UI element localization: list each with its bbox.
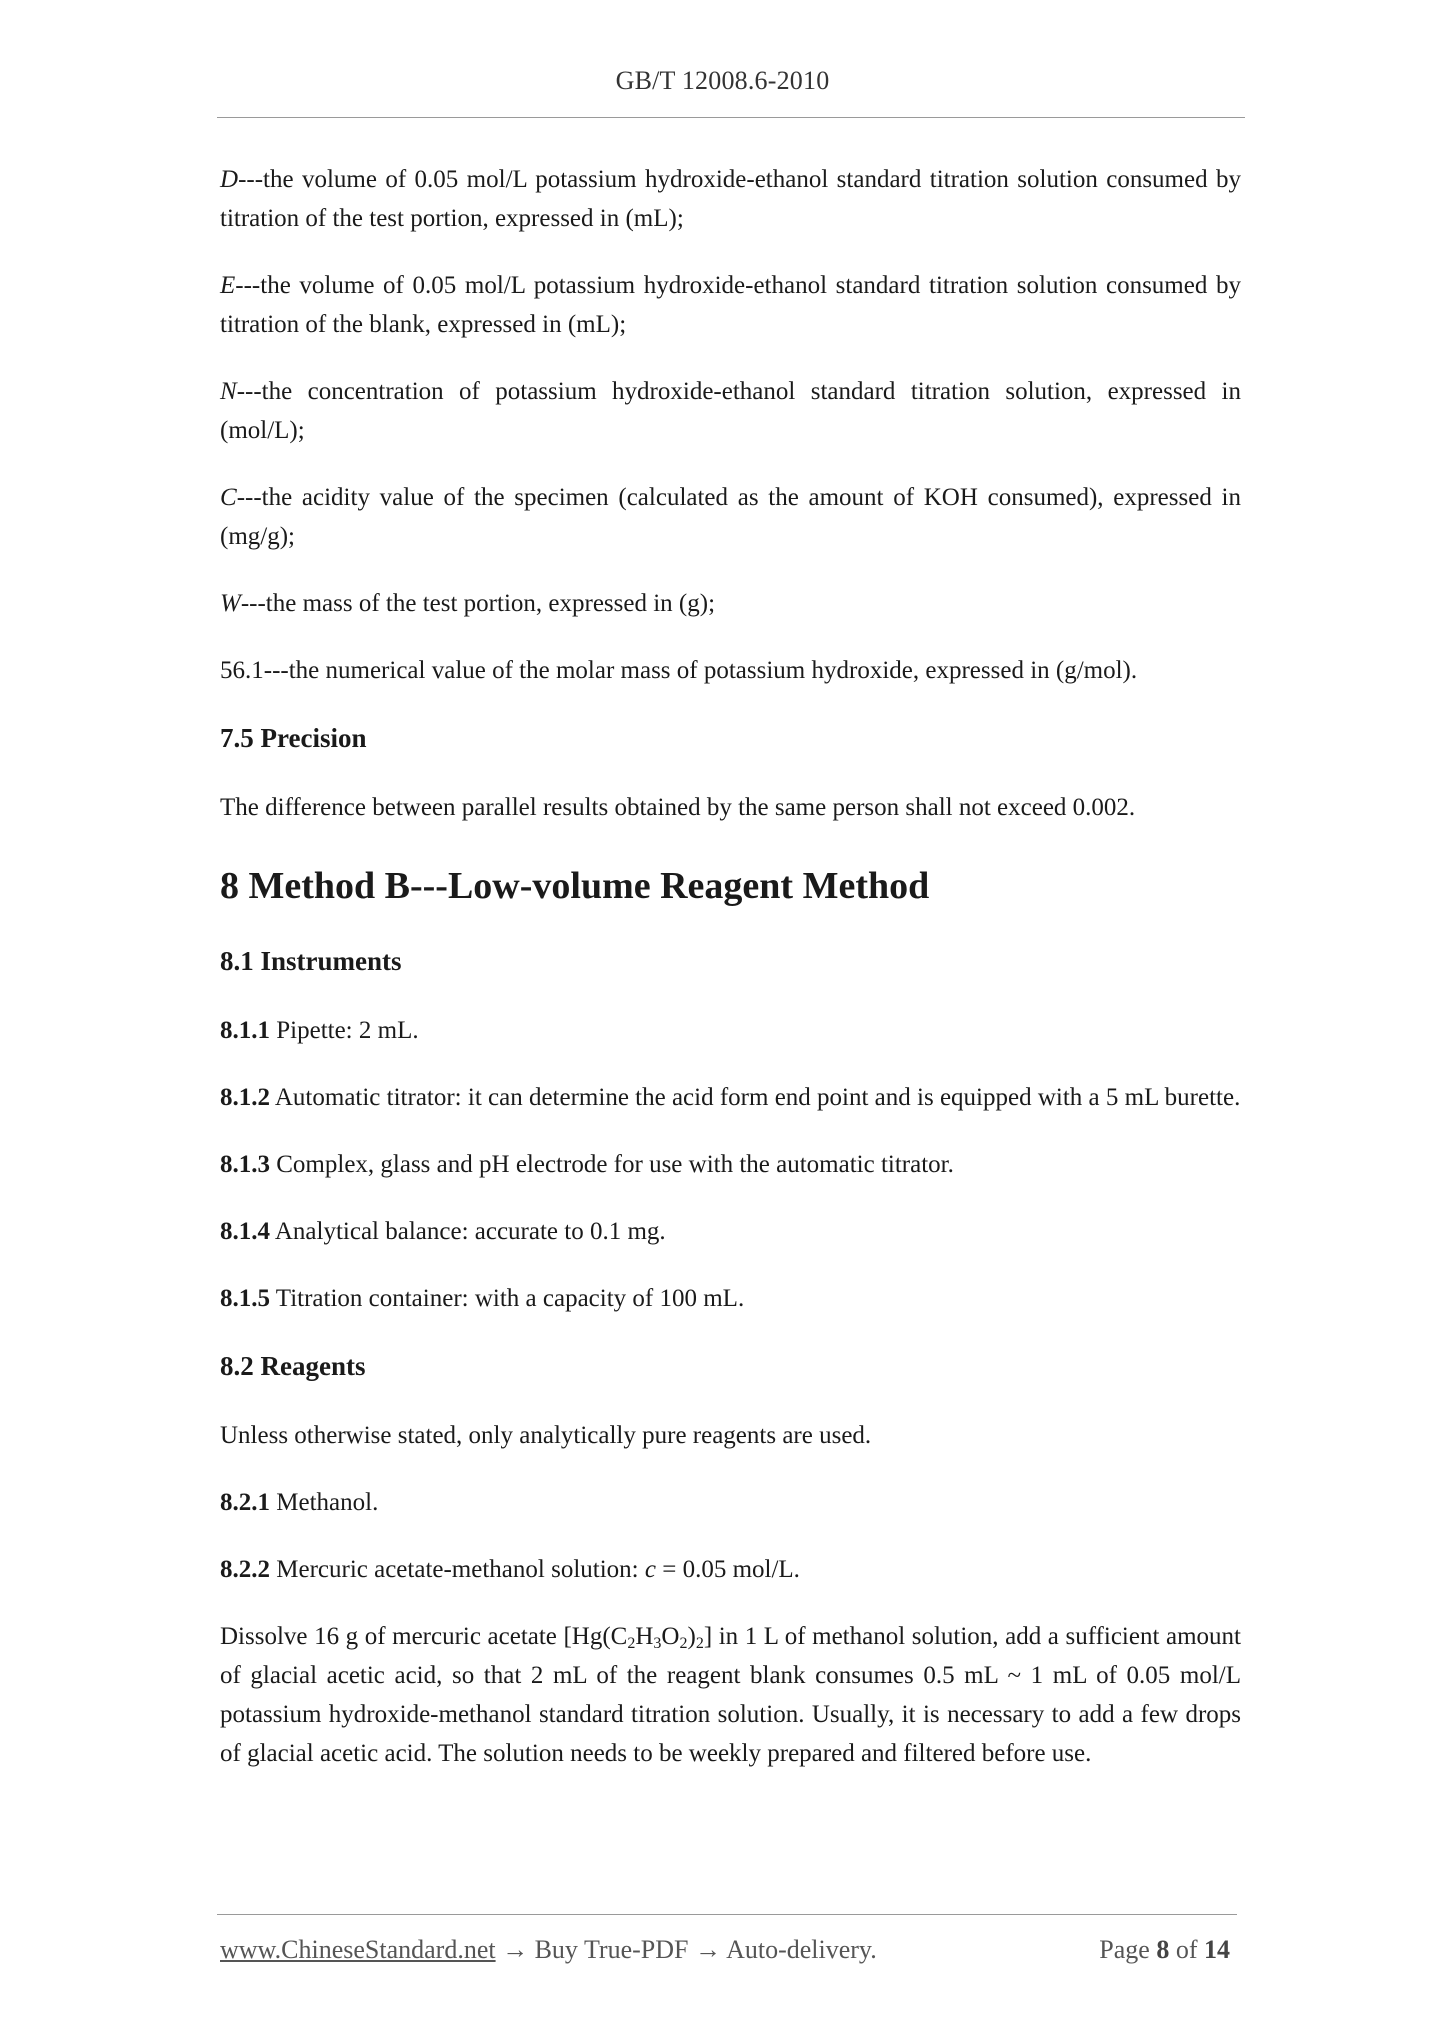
item-8-1-1 bbox=[220, 1011, 1241, 1050]
definition-text: ---the mass of the test portion, expressed in (g); bbox=[240, 590, 716, 617]
of-label: of bbox=[1169, 1935, 1204, 1964]
section-7-5-heading: 7.5 Precision bbox=[220, 723, 367, 753]
page-number: 8 bbox=[1156, 1935, 1170, 1964]
symbol: D bbox=[220, 166, 239, 193]
item-text: Automatic titrator: it can determine the acid form end point and is equipped with a 5 mL burette. bbox=[270, 1084, 1241, 1111]
definition-d bbox=[220, 160, 1241, 238]
definition-c bbox=[220, 478, 1241, 556]
item-text: Analytical balance: accurate to 0.1 mg. bbox=[270, 1218, 666, 1245]
item-number: 8.2.2 bbox=[220, 1556, 270, 1583]
item-text: Complex, glass and pH electrode for use with the automatic titrator. bbox=[270, 1151, 954, 1178]
subscript: 3 bbox=[653, 1635, 662, 1652]
symbol: C bbox=[220, 484, 237, 511]
page-total: 14 bbox=[1204, 1935, 1230, 1964]
item-text: Titration container: with a capacity of 100 mL. bbox=[270, 1285, 745, 1312]
symbol: N bbox=[220, 378, 237, 405]
document-header: GB/T 12008.6-2010 bbox=[615, 66, 830, 95]
item-8-1-5 bbox=[220, 1279, 1241, 1318]
footer-promo bbox=[220, 1935, 877, 1965]
section-8-2-heading: 8.2 Reagents bbox=[220, 1351, 366, 1381]
delivery-text: Auto-delivery. bbox=[721, 1935, 877, 1964]
item-text: Methanol. bbox=[270, 1489, 379, 1516]
text-fragment: Dissolve 16 g of mercuric acetate [Hg(C bbox=[220, 1623, 628, 1650]
item-text-tail: = 0.05 mol/L. bbox=[655, 1556, 800, 1583]
definition-text: ---the concentration of potassium hydroxide-ethanol standard titration solution, expressed in (mol/L); bbox=[220, 378, 1241, 444]
buy-text: Buy True-PDF bbox=[528, 1935, 695, 1964]
concentration-symbol: c bbox=[644, 1556, 656, 1583]
definition-text: ---the volume of 0.05 mol/L potassium hydroxide-ethanol standard titration solution consumed by titration of the blank, expressed in (mL); bbox=[220, 272, 1241, 338]
precision-text: The difference between parallel results obtained by the same person shall not exceed 0.002. bbox=[220, 794, 1136, 821]
item-text: Mercuric acetate-methanol solution: bbox=[270, 1556, 645, 1583]
page-body bbox=[220, 160, 1241, 1801]
text-fragment: O bbox=[661, 1623, 680, 1650]
text-fragment: H bbox=[635, 1623, 654, 1650]
definition-text: ---the volume of 0.05 mol/L potassium hydroxide-ethanol standard titration solution consumed by titration of the test portion, expressed in (mL); bbox=[220, 166, 1241, 232]
page-indicator bbox=[1099, 1935, 1230, 1965]
text-fragment: ) bbox=[687, 1623, 696, 1650]
item-8-2-1 bbox=[220, 1483, 1241, 1522]
item-8-1-3 bbox=[220, 1145, 1241, 1184]
definition-n bbox=[220, 372, 1241, 450]
website-link[interactable]: www.ChineseStandard.net bbox=[220, 1935, 496, 1964]
item-text: Pipette: 2 mL. bbox=[270, 1017, 419, 1044]
item-number: 8.1.2 bbox=[220, 1084, 270, 1111]
section-8-heading: 8 Method B---Low-volume Reagent Method bbox=[220, 865, 930, 907]
subscript: 2 bbox=[679, 1635, 688, 1652]
definition-text: ---the acidity value of the specimen (calculated as the amount of KOH consumed), expressed in (mg/g); bbox=[220, 484, 1241, 550]
molar-mass-note: 56.1---the numerical value of the molar mass of potassium hydroxide, expressed in (g/mol). bbox=[220, 657, 1138, 684]
item-number: 8.2.1 bbox=[220, 1489, 270, 1516]
symbol: W bbox=[220, 590, 241, 617]
arrow-right-icon: → bbox=[695, 1935, 721, 1964]
dissolve-instructions bbox=[220, 1617, 1241, 1773]
item-number: 8.1.3 bbox=[220, 1151, 270, 1178]
text-fragment: ] in 1 L of methanol solution, add a sufficient amount of glacial acetic acid, so that 2 mL of the reagent blank consumes 0.5 mL ~ 1 mL of 0.05 mol/L potassium hydroxide-methanol standard titration solution. Usually, it is necessary to add a few drops of glacial acetic acid. The solution needs to be weekly prepared and filtered before use. bbox=[220, 1623, 1241, 1767]
definition-e bbox=[220, 266, 1241, 344]
subscript: 2 bbox=[627, 1635, 636, 1652]
page-label: Page bbox=[1099, 1935, 1157, 1964]
arrow-right-icon: → bbox=[502, 1935, 529, 1964]
item-8-2-2 bbox=[220, 1550, 1241, 1589]
section-8-1-heading: 8.1 Instruments bbox=[220, 946, 402, 976]
item-number: 8.1.4 bbox=[220, 1218, 270, 1245]
item-number: 8.1.5 bbox=[220, 1285, 270, 1312]
subscript: 2 bbox=[695, 1635, 704, 1652]
header-divider bbox=[217, 117, 1245, 118]
item-8-1-2 bbox=[220, 1078, 1241, 1117]
item-number: 8.1.1 bbox=[220, 1017, 270, 1044]
item-8-1-4 bbox=[220, 1212, 1241, 1251]
definition-w bbox=[220, 584, 1241, 623]
reagents-intro: Unless otherwise stated, only analytically pure reagents are used. bbox=[220, 1422, 872, 1449]
symbol: E bbox=[220, 272, 236, 299]
footer-divider bbox=[217, 1914, 1237, 1915]
